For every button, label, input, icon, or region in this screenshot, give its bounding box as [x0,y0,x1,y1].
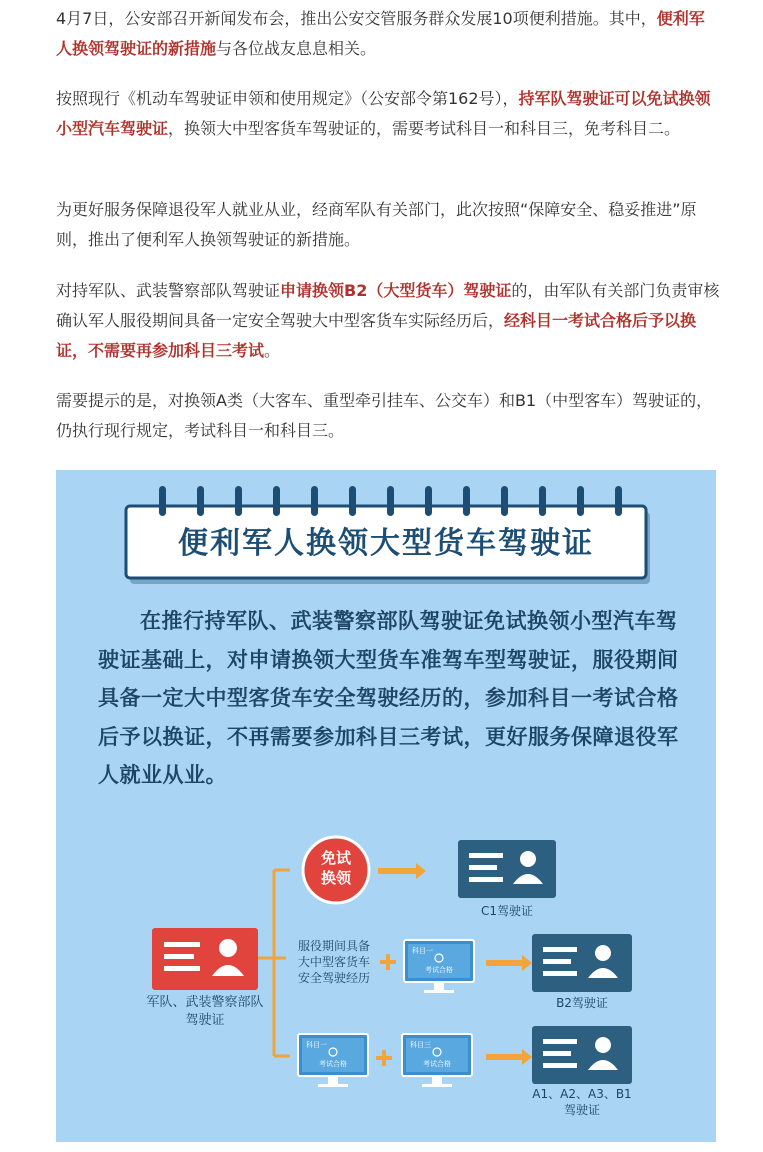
p1-text-2: 与各位战友息息相关。 [216,39,377,58]
paragraph-1 [56,4,720,64]
b2-license-card [532,934,632,992]
monitor-bot1-subject: 科目一 [306,1041,327,1049]
p4-highlight-2: 经科目一考试合格后予以换证，不需要再参加科目三考试 [56,311,697,360]
monitor-mid-subject: 科目一 [412,947,433,955]
exp-line-1: 服役期间具备 [297,939,371,953]
p2-text: 按照现行《机动车驾驶证申领和使用规定》（公安部令第162号）， [56,89,519,108]
p4-text-2: 的，由军队有关部门负责审核确认军人服役期间具备一定安全驾驶大中型客货车实际经历后， [56,281,720,330]
b2-label: B2驾驶证 [556,996,608,1010]
infographic-body: 在推行持军队、武装警察部队驾驶证免试换领小型汽车驾驶证基础上，对申请换领大型货车准驾车型驾驶证，服役期间具备一定大中型客货车安全驾驶经历的，参加科目一考试合格后予以换证，不再需要参加科目三考试，更好服务保障退役军人就业从业。 [98,609,679,787]
c1-license-card [458,840,556,898]
arrow-right-icon-2 [486,955,532,971]
infographic [56,470,716,1142]
arrow-right-icon [378,863,426,879]
arrow-right-icon-3 [486,1049,532,1065]
p1-highlight: 便利军人换领驾驶证的新措施 [56,9,705,58]
p2-text-2: ，换领大中型客货车驾驶证的，需要考试科目一和科目三，免考科目二。 [168,119,681,138]
exp-line-2: 大中型客货车 [297,955,371,969]
monitor-bot2-subject: 科目三 [410,1041,431,1049]
a-label-1: A1、A2、A3、B1 [532,1087,632,1101]
p2-highlight: 持军队驾驶证可以免试换领小型汽车驾驶证 [56,89,711,138]
paragraph-2 [56,84,720,144]
infographic-title: 便利军人换领大型货车驾驶证 [178,526,594,561]
monitor-bot1-status: 考试合格 [319,1060,347,1068]
exempt-label-1: 免试 [320,849,352,867]
a-label-2: 驾驶证 [563,1103,601,1117]
exp-line-3: 安全驾驶经历 [297,971,371,985]
military-license-card [152,928,258,990]
p4-highlight: 申请换领B2（大型货车）驾驶证 [280,281,512,300]
p4-text-3: 。 [264,341,281,360]
source-label-2: 驾驶证 [185,1013,225,1028]
plus-icon [380,954,396,970]
c1-label: C1驾驶证 [480,904,534,918]
paragraph-3 [56,195,720,255]
paragraph-4 [56,276,720,366]
p5-text: 需要提示的是，对换领A类（大客车、重型牵引挂车、公交车）和B1（中型客车）驾驶证的，仍执行现行规定，考试科目一和科目三。 [56,391,713,440]
plus-icon-2 [376,1050,392,1066]
monitor-mid-status: 考试合格 [425,966,453,974]
a-license-card [532,1026,632,1084]
monitor-bot2-status: 考试合格 [423,1060,451,1068]
p3-text: 为更好服务保障退役军人就业从业，经商军队有关部门，此次按照“保障安全、稳妥推进”原则，推出了便利军人换领驾驶证的新措施。 [56,200,697,249]
source-label-1: 军队、武装警察部队 [146,995,264,1010]
p1-text: 4月7日，公安部召开新闻发布会，推出公安交管服务群众发展10项便利措施。其中， [56,9,657,28]
paragraph-5 [56,386,720,446]
exempt-label-2: 换领 [320,869,352,887]
branch-bracket [258,870,290,1056]
p4-text: 对持军队、武装警察部队驾驶证 [56,281,281,300]
